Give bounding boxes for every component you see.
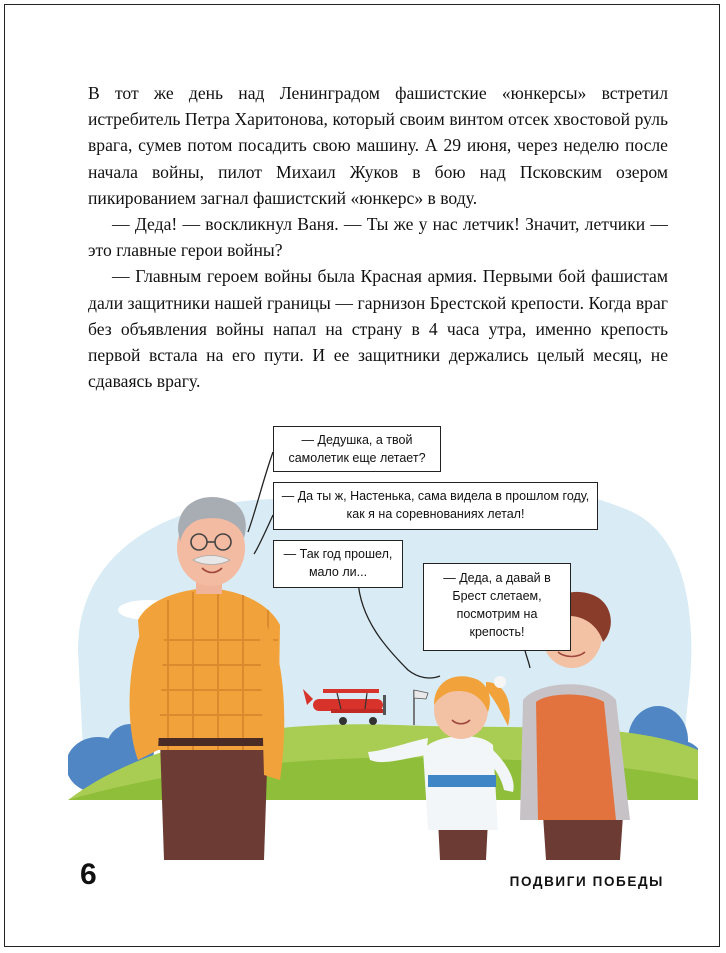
body-text bbox=[88, 80, 668, 394]
page-number: 6 bbox=[80, 858, 97, 891]
paragraph-3: — Главным героем войны была Красная армия. Первыми бой фашистам дали защитники нашей границы — гарнизон Брестской крепости. Когда враг без объявления войны напал на страну в 4 часа утра, именно крепость первой встала на его пути. И ее защитники держались целый месяц, не сдаваясь врагу. bbox=[88, 266, 668, 392]
illustration bbox=[68, 420, 698, 860]
speech-bubble-grandpa-answer: — Да ты ж, Настенька, сама видела в прошлом году, как я на соревнованиях летал! bbox=[273, 482, 598, 530]
paragraph-1: В тот же день над Ленинградом фашистские «юнкерсы» встретил истребитель Петра Харитонова, который своим винтом отсек хвостовой руль врага, сумев потом посадить свою машину. А 29 июня, через неделю после начала войны, пилот Михаил Жуков в бою над Псковским озером пикированием загнал фашистский «юнкерс» в воду. bbox=[88, 83, 668, 208]
paragraph-2: — Деда! — воскликнул Ваня. — Ты же у нас летчик! Значит, летчики — это главные герои войны? bbox=[88, 214, 668, 261]
speech-bubble-girl-question: — Дедушка, а твой самолетик еще летает? bbox=[273, 426, 441, 472]
running-title: ПОДВИГИ ПОБЕДЫ bbox=[509, 874, 664, 889]
speech-bubble-girl-reply: — Так год прошел, мало ли... bbox=[273, 540, 403, 588]
speech-bubble-boy-proposal: — Деда, а давай в Брест слетаем, посмотрим на крепость! bbox=[423, 563, 571, 651]
